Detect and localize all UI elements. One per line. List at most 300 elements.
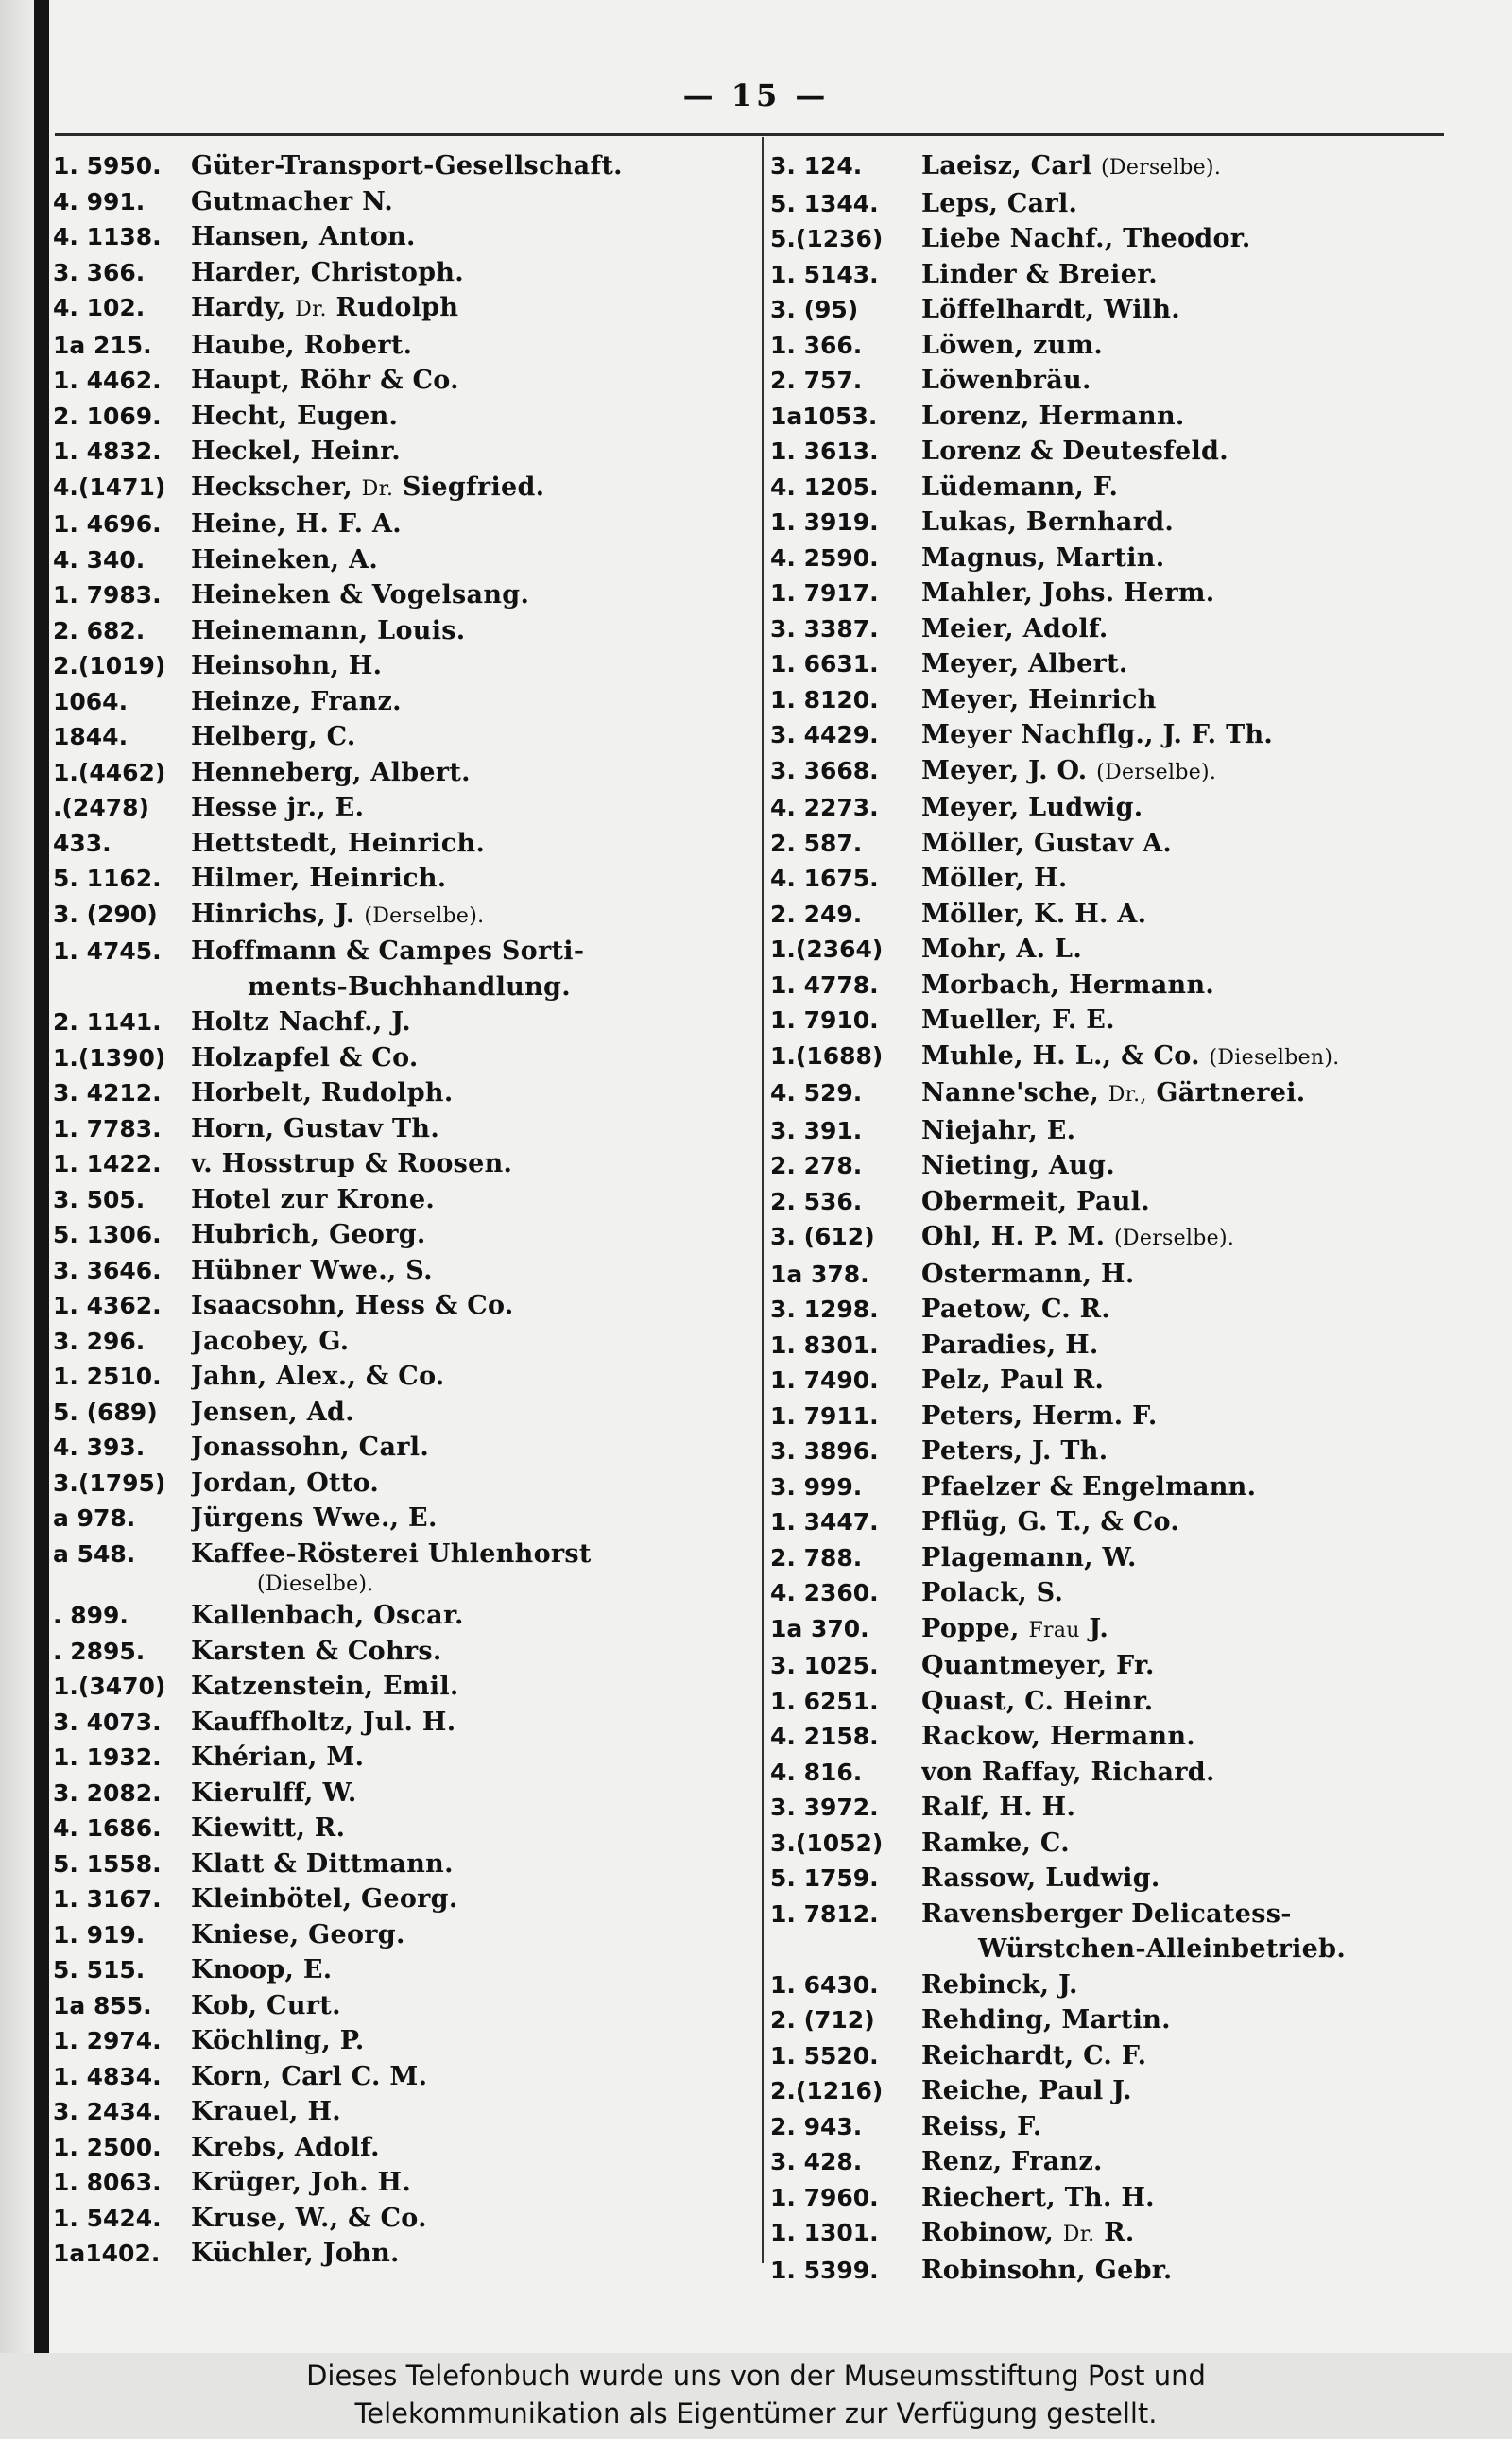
entry-name-block [191,613,465,649]
entry-name-block [191,1881,458,1917]
entry-name-block [191,755,471,791]
entry-name: Krebs, Adolf. [191,2132,380,2162]
directory-entry [770,470,1460,506]
entry-name-block [191,648,382,684]
entry-name: Köchling, P. [191,2026,365,2055]
entry-number: 1. 7911. [770,1401,879,1430]
entry-name: Plagemann, W. [921,1542,1137,1572]
directory-entry [770,1719,1460,1755]
directory-entry [770,186,1460,222]
entry-name-block [921,221,1251,257]
entry-name-block [921,257,1158,293]
entry-name-block [191,1430,429,1466]
directory-entry [770,1861,1460,1897]
entry-name: Henneberg, Albert. [191,757,471,787]
entry-name: Löffelhardt, Wilh. [921,295,1180,324]
entry-name-suffix: Gärtnerei. [1156,1078,1306,1108]
entry-number: 3.(1795) [53,1469,166,1497]
entry-name: Kauffholtz, Jul. H. [191,1707,456,1737]
entry-name: Pelz, Paul R. [921,1365,1105,1395]
entry-number: . 899. [53,1602,129,1629]
entry-name: Nieting, Aug. [921,1151,1115,1180]
entry-name-block [921,363,1091,399]
entry-name: Robinow, [921,2218,1055,2247]
directory-entry [53,1776,757,1812]
entry-name-block [191,2094,341,2130]
entry-name-block [191,1146,512,1182]
entry-name-block [191,2023,365,2059]
entry-name: Heineken, A. [191,544,379,575]
entry-number: 1. 2500. [53,2133,162,2161]
entry-number: 3. 296. [53,1327,146,1355]
directory-entry [53,790,757,826]
entry-number: 3. 124. [770,152,863,180]
directory-entry [770,148,1460,186]
entry-name: Meyer, J. O. [921,755,1088,785]
directory-entry [770,2144,1460,2180]
entry-name-block [191,1537,592,1599]
entry-note: (Derselbe). [1101,156,1222,180]
entry-number: 2. 587. [770,829,863,857]
entry-name-block [921,292,1180,328]
directory-entry [53,219,757,255]
directory-entry [770,2038,1460,2074]
entry-number: 4. 1138. [53,223,162,250]
entry-number: 2. 536. [770,1187,863,1215]
entry-name-block [191,1253,433,1289]
entry-name-block [191,790,364,826]
entry-number: 2. 249. [770,900,863,928]
directory-entry [770,257,1460,293]
entry-number: 4. 1675. [770,865,879,892]
entry-number: 4. 529. [770,1079,863,1107]
entry-name: Kruse, W., & Co. [191,2203,427,2233]
entry-name-block [191,363,459,399]
entry-name: Pfaelzer & Engelmann. [921,1471,1257,1502]
entry-name: Hardy, [191,293,286,322]
entry-name-block [191,399,398,435]
entry-number: . 2895. [53,1637,146,1665]
entry-number: 1a1053. [770,402,878,430]
entry-name: Obermeit, Paul. [921,1186,1150,1216]
entry-number: 1. 366. [770,331,863,359]
footer-line-1: Dieses Telefonbuch wurde uns von der Museumsstiftung Post und [306,2360,1206,2392]
entry-name: Robinsohn, Gebr. [921,2255,1173,2285]
entry-number: 1. 7783. [53,1114,162,1142]
entry-name-block [191,1395,354,1431]
entry-name: Heckel, Heinr. [191,437,401,466]
directory-entry [770,1967,1460,2003]
entry-name-block [921,505,1174,541]
entry-name: Kaffee-Rösterei Uhlenhorst [191,1538,592,1569]
directory-entry [770,1148,1460,1184]
entry-name: Katzenstein, Emil. [191,1672,459,1701]
entry-name: Haupt, Röhr & Co. [191,366,459,395]
entry-number: 1.(3470) [53,1673,166,1700]
entry-name: Jordan, Otto. [191,1468,380,1498]
entry-name-suffix: J. [1089,1613,1109,1643]
entry-name: Leps, Carl. [921,188,1078,218]
directory-entry [53,399,757,435]
directory-entry [53,328,757,364]
directory-entry [770,646,1460,682]
entry-name-block [191,861,446,897]
directory-entry [770,1755,1460,1791]
entry-name: Krüger, Joh. H. [191,2168,412,2197]
entry-number: 2.(1019) [53,652,166,679]
entry-number: 3. 3646. [53,1256,162,1284]
entry-number: 1. 4696. [53,510,162,538]
entry-number: 3. 3668. [770,756,879,784]
entry-name-block [921,148,1221,186]
entry-name-block [191,577,529,613]
entry-note: (Derselbe). [1096,760,1217,784]
entry-name-block [921,2215,1135,2253]
entry-name: Magnus, Martin. [921,542,1165,573]
entry-number: 4. 393. [53,1434,146,1461]
entry-number: 5. 1306. [53,1221,162,1248]
directory-entry [53,1324,757,1360]
entry-note: Dr. [1062,2223,1095,2246]
binding-shadow [0,0,34,2353]
directory-entry [770,1257,1460,1293]
entry-name-block [921,186,1077,222]
entry-name-block [921,1826,1070,1862]
entry-number: 4. 2360. [770,1579,879,1606]
directory-entry [53,719,757,755]
entry-name-block [191,1811,345,1846]
directory-entry [53,1634,757,1670]
entry-name-block [921,434,1228,470]
entry-number: 1. 3167. [53,1885,162,1913]
entry-number: 1. 8063. [53,2169,162,2196]
entry-number: 5.(1236) [770,225,884,252]
entry-name: Lukas, Bernhard. [921,507,1175,537]
directory-entry [53,1988,757,2024]
entry-number: 1.(4462) [53,758,166,786]
entry-name-block [921,861,1068,897]
entry-subnote: (Dieselbe). [257,1572,374,1596]
entry-name-block [921,1003,1115,1039]
directory-entry [53,2094,757,2130]
entry-name: Muhle, H. L., & Co. [921,1040,1200,1071]
entry-number: 1. 919. [53,1920,146,1949]
entry-number: 2. 943. [770,2112,863,2140]
entry-name-block [921,1328,1099,1364]
entry-name: Haube, Robert. [191,330,413,360]
entry-name-block [191,1359,445,1395]
directory-entry [53,1182,757,1218]
directory-entry [770,1328,1460,1364]
entry-name-block [191,1776,357,1812]
entry-name-block [191,148,623,184]
directory-entry [53,290,757,328]
directory-entry [770,1575,1460,1611]
directory-entry [770,2180,1460,2216]
directory-entry [770,1540,1460,1576]
entry-name-block [921,1039,1340,1076]
entry-name-block [191,1705,455,1741]
entry-name: Helberg, C. [191,722,356,751]
directory-entry [53,1005,757,1040]
entry-name: Lorenz, Hermann. [921,401,1185,431]
entry-name: Kiewitt, R. [191,1813,346,1843]
entry-number: 1a 370. [770,1614,869,1642]
entry-name: Mohr, A. L. [921,935,1083,964]
entry-number: 1. 7490. [770,1366,879,1394]
entry-number: 3. 1025. [770,1652,879,1679]
directory-entry [770,399,1460,435]
entry-name-block [921,1148,1115,1184]
entry-number: 3. 1298. [770,1296,879,1323]
entry-name: Isaacsohn, Hess & Co. [191,1291,514,1320]
entry-name: Möller, Gustav A. [921,828,1173,858]
entry-name: Ralf, H. H. [921,1793,1076,1822]
entry-name: Löwen, zum. [921,330,1104,360]
entry-name-block [921,897,1146,933]
entry-name-block [191,542,378,578]
entry-name-block [191,255,464,291]
directory-entry [770,932,1460,968]
directory-entry [53,2023,757,2059]
directory-entry [770,611,1460,647]
entry-name-suffix: Rudolph [335,293,459,322]
entry-name-block [921,575,1215,611]
entry-name-suffix: Siegfried. [403,472,545,502]
entry-number: 1a 378. [770,1260,869,1288]
entry-name-block [191,470,544,507]
entry-name: Lorenz & Deutesfeld. [921,437,1228,466]
entry-name: Kob, Curt. [191,1990,341,2020]
entry-name-block [921,1611,1108,1649]
entry-name-block [921,1540,1137,1576]
entry-name: Kierulff, W. [191,1778,357,1808]
entry-number: 2. 278. [770,1152,863,1179]
entry-name: Rassow, Ludwig. [921,1864,1160,1893]
directory-entry [53,1395,757,1431]
entry-number: 1. 7812. [770,1899,879,1928]
entry-name-block [191,1501,438,1537]
entry-name-block [191,1182,435,1218]
entry-note: (Dieselben). [1209,1045,1340,1070]
directory-entry [53,542,757,578]
directory-entry [53,184,757,220]
entry-name-block [921,826,1172,862]
directory-entry [53,1846,757,1882]
entry-name: Hübner Wwe., S. [191,1255,433,1285]
entry-name: Horn, Gustav Th. [191,1113,440,1143]
entry-name: Gutmacher N. [191,186,394,216]
footer-line-2: Telekommunikation als Eigentümer zur Verfügung gestellt. [354,2397,1158,2430]
entry-name: Rehding, Martin. [921,2005,1171,2035]
entry-name: Horbelt, Rudolph. [191,1078,454,1108]
entry-name-block [921,470,1118,506]
directory-entry [53,1881,757,1917]
directory-entry [53,1952,757,1988]
entry-name: Güter-Transport-Gesellschaft. [191,151,623,180]
entry-name: Rebinck, J. [921,1969,1078,2000]
directory-entry [770,1363,1460,1399]
entry-number: 2. 1069. [53,402,162,430]
entry-name-block [921,646,1128,682]
directory-entry [770,363,1460,399]
directory-entry [770,541,1460,576]
entry-name: Jürgens Wwe., E. [191,1503,438,1533]
entry-name-block [191,1634,442,1670]
entry-name: Hubrich, Georg. [191,1220,426,1249]
entry-name-block [191,684,402,720]
entry-name: von Raffay, Richard. [921,1757,1215,1787]
entry-number: a 978. [53,1504,136,1532]
entry-name-block [921,1219,1234,1257]
entry-name: Hecht, Eugen. [191,401,399,431]
entry-name: Pflüg, G. T., & Co. [921,1507,1180,1537]
directory-entry [53,1288,757,1324]
entry-name-block [921,2038,1146,2074]
entry-number: 1. 1301. [770,2219,879,2246]
directory-entry [53,1598,757,1634]
entry-name-block [191,1040,419,1076]
entry-name-continuation: ments-Buchhandlung. [248,971,571,1002]
entry-number: 1.(1390) [53,1043,166,1072]
directory-entry [770,717,1460,753]
entry-number: 1. 6251. [770,1687,879,1715]
entry-number: 4. 2590. [770,543,879,572]
entry-name-block [921,1292,1110,1328]
entry-name-block [921,2144,1103,2180]
entry-name: Heckscher, [191,472,352,502]
directory-entry [53,2201,757,2237]
entry-name-block [191,1917,405,1953]
entry-name-block [921,1755,1215,1791]
entry-name-block [921,1469,1256,1505]
entry-name-suffix: R. [1104,2218,1135,2247]
entry-name: Krauel, H. [191,2097,341,2126]
entry-number: 1. 4745. [53,937,162,965]
entry-name: Holtz Nachf., J. [191,1007,411,1037]
column-divider [762,137,764,2263]
entry-name-block [921,1719,1195,1755]
entry-number: 1a1402. [53,2240,161,2267]
entry-name-block [921,328,1103,364]
entry-name-block [921,1399,1158,1434]
entry-name: Rackow, Hermann. [921,1722,1195,1751]
entry-name: Mueller, F. E. [921,1005,1115,1035]
entry-name: Khérian, M. [191,1743,365,1772]
entry-name: Hettstedt, Heinrich. [191,828,486,858]
directory-entry [53,1359,757,1395]
entry-name: Renz, Franz. [921,2147,1103,2176]
entry-number: 1. 5424. [53,2204,162,2232]
entry-number: 2. 682. [53,616,146,644]
entry-number: 1. 3919. [770,508,879,536]
entry-name: Quast, C. Heinr. [921,1686,1154,1716]
entry-name: Möller, H. [921,864,1068,893]
entry-name: Paradies, H. [921,1330,1099,1360]
entry-number: 4. 2273. [770,794,879,821]
entry-name: Linder & Breier. [921,259,1158,289]
directory-entry [53,934,757,1005]
directory-entry [770,897,1460,933]
entry-name: Heinemann, Louis. [191,615,466,645]
entry-name-block [191,719,356,755]
entry-name-block [921,1113,1075,1149]
entry-name-block [921,2002,1171,2038]
entry-number: 1a 855. [53,1991,152,2019]
entry-number: 3.(1052) [770,1829,884,1857]
directory-entry [53,1040,757,1076]
entry-name-block [921,2253,1173,2289]
directory-entry [53,1430,757,1466]
entry-note: Dr. [295,298,327,321]
entry-name: Ostermann, H. [921,1259,1135,1289]
entry-number: 1. 7917. [770,579,879,607]
entry-note: Frau [1028,1618,1080,1642]
entry-number: 5. 1344. [770,189,879,217]
entry-number: 1. 6631. [770,650,879,678]
directory-entry [53,1466,757,1502]
entry-number: .(2478) [53,794,149,821]
entry-number: 3. 4212. [53,1079,162,1107]
entry-name-block [921,2073,1132,2109]
directory-entry [53,648,757,684]
entry-name: Heinsohn, H. [191,651,383,680]
entry-name: Peters, Herm. F. [921,1400,1158,1431]
entry-name-block [921,2109,1042,2145]
directory-entry [770,1075,1460,1113]
entry-name-block [191,1075,454,1111]
directory-entry [770,968,1460,1004]
entry-name-block [921,2180,1155,2216]
entry-number: 5. (689) [53,1398,158,1426]
directory-entry [770,1113,1460,1149]
directory-entry [770,1292,1460,1328]
page-number: — 15 — [682,77,830,113]
directory-entry [53,1537,757,1599]
entry-name-block [191,2201,427,2237]
entry-name-block [191,1466,379,1502]
directory-entry [770,505,1460,541]
entry-name-block [921,541,1164,576]
entry-number: 5. 1558. [53,1849,162,1878]
entry-name-block [191,184,393,220]
entry-name-block [191,2059,427,2095]
entry-number: 1. 4362. [53,1292,162,1319]
directory-entry [770,753,1460,791]
entry-number: 4.(1471) [53,472,166,501]
entry-name: Heine, H. F. A. [191,509,402,539]
entry-number: 4. 1686. [53,1814,162,1842]
entry-number: 1. 5950. [53,152,162,180]
entry-number: 5. 1759. [770,1864,879,1892]
entry-name: Hansen, Anton. [191,222,416,251]
entry-name: Meyer, Ludwig. [921,793,1143,822]
entry-name: Nanne'sche, [921,1078,1100,1108]
entry-name-block [191,328,412,364]
directory-entry [53,2165,757,2201]
directory-entry [53,577,757,613]
directory-entry [53,1669,757,1705]
directory-entry [770,1826,1460,1862]
directory-entry [53,2236,757,2272]
entry-name-block [191,2236,400,2272]
directory-entry [53,1111,757,1147]
directory-entry [770,1469,1460,1505]
directory-entry [53,1740,757,1776]
directory-entry [770,861,1460,897]
entry-number: 1. 5520. [770,2041,879,2070]
entry-number: 3. (612) [770,1223,875,1250]
